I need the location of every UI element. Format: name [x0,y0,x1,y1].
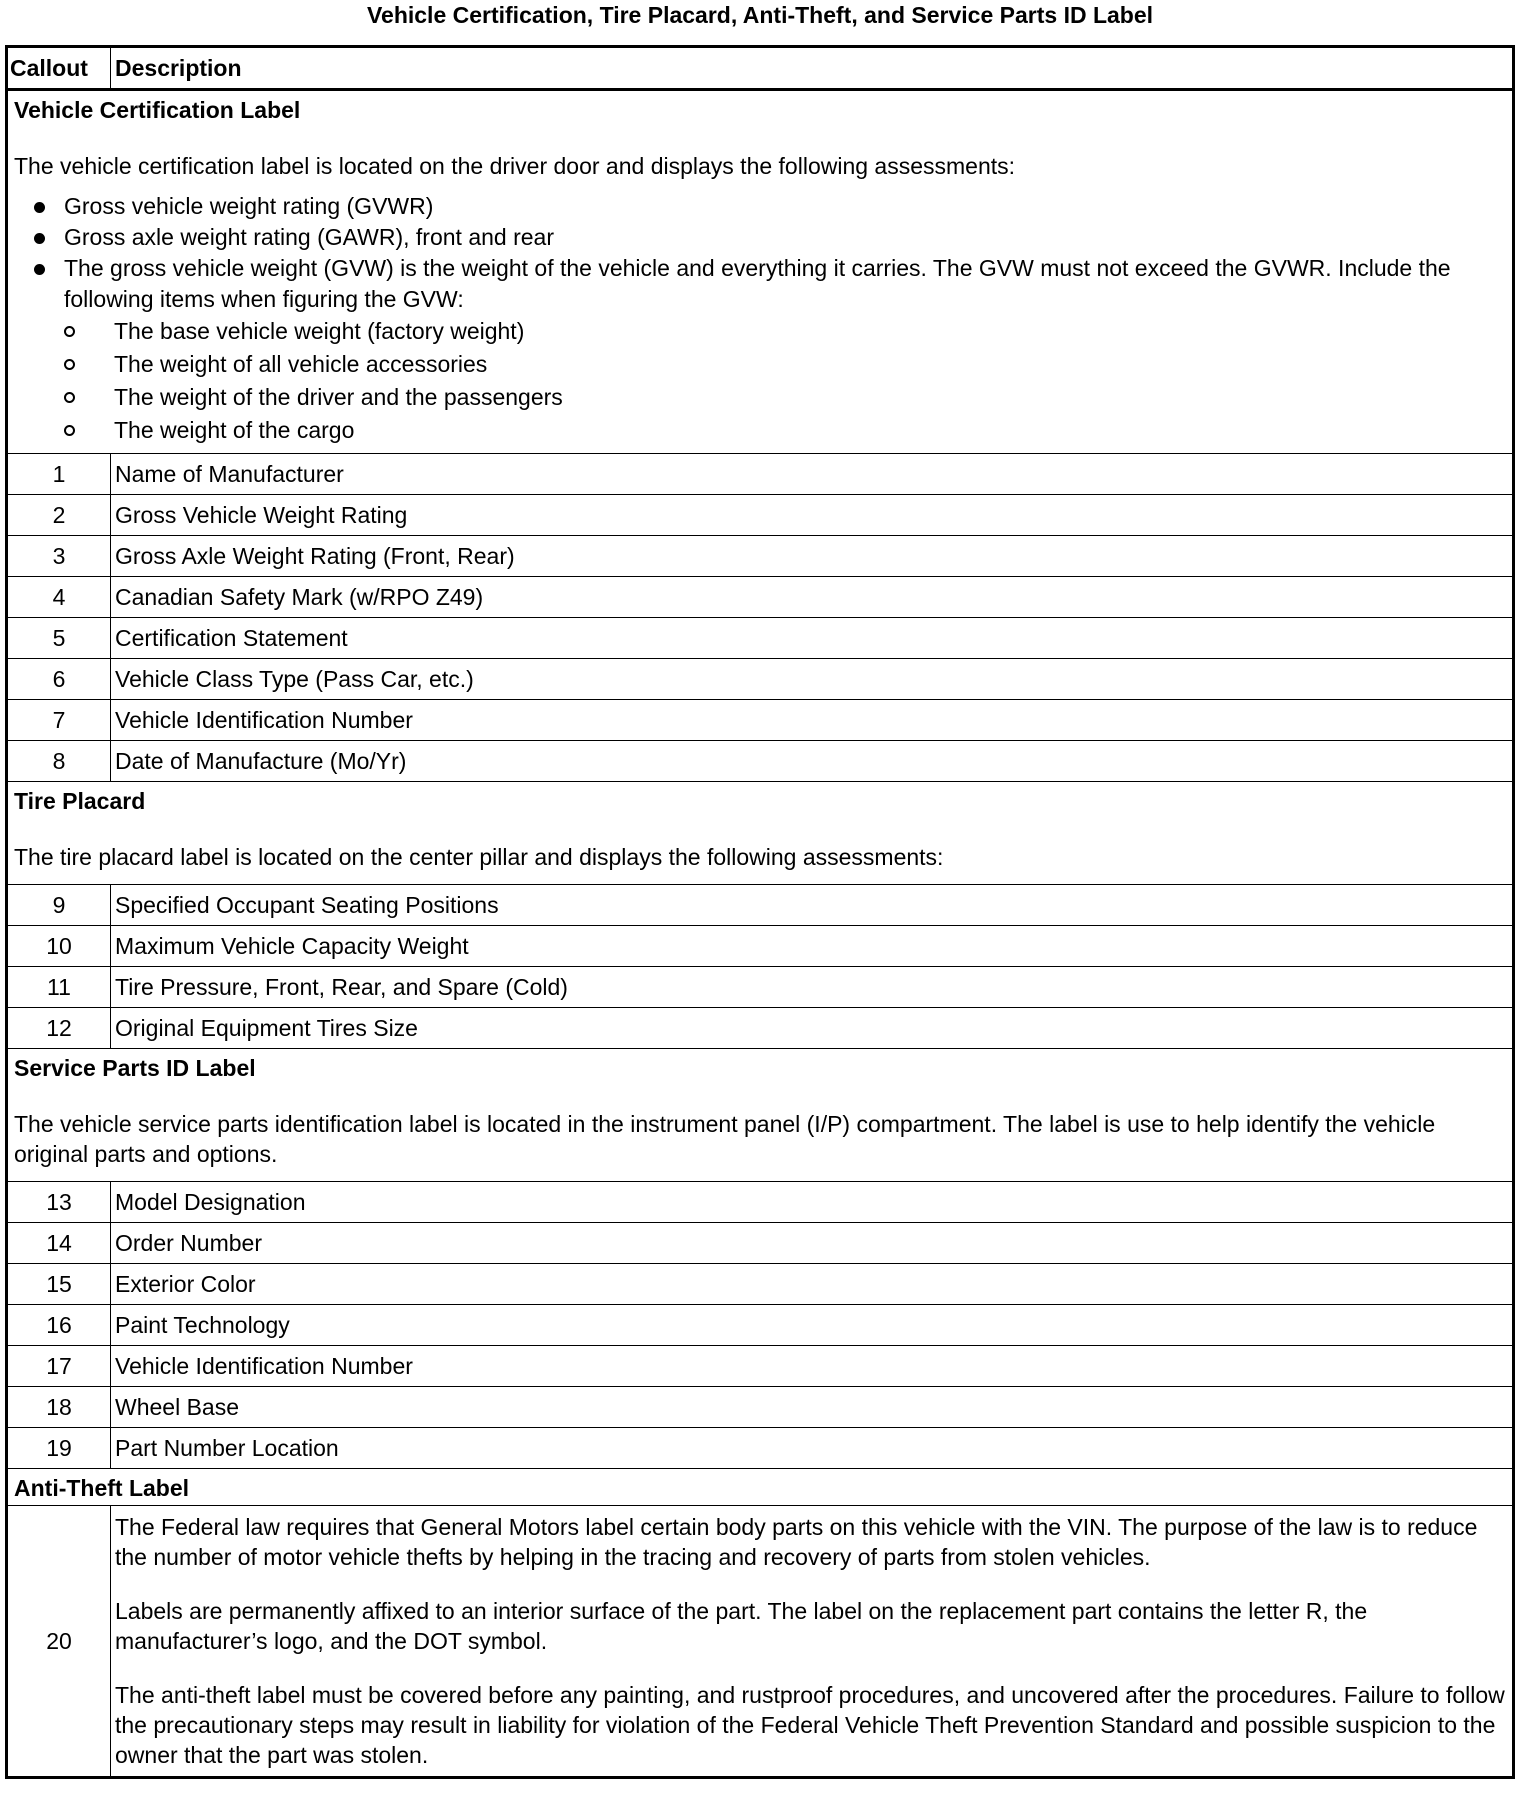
callout-description: Exterior Color [111,1264,1514,1305]
table-row [7,659,1514,700]
callout-description: Date of Manufacture (Mo/Yr) [111,741,1514,782]
callout-description: Gross Axle Weight Rating (Front, Rear) [111,536,1514,577]
callout-number: 13 [7,1182,111,1223]
callout-description: Canadian Safety Mark (w/RPO Z49) [111,577,1514,618]
table-row [7,885,1514,926]
table-row [7,1008,1514,1049]
callout-table [5,45,1515,1779]
table-row [7,1182,1514,1223]
callout-description: Order Number [111,1223,1514,1264]
paragraph: The Federal law requires that General Motors label certain body parts on this vehicle with the VIN. The purpose of the law is to reduce the number of motor vehicle thefts by helping in the tracing and recovery of parts from stolen vehicles. [115,1514,1478,1570]
document-title: Vehicle Certification, Tire Placard, Anti-Theft, and Service Parts ID Label [366,2,1154,28]
callout-description [111,1506,1514,1778]
callout-number: 5 [7,618,111,659]
callout-number: 9 [7,885,111,926]
callout-number: 12 [7,1008,111,1049]
callout-description: Original Equipment Tires Size [111,1008,1514,1049]
table-row [7,454,1514,495]
bullet-item [14,253,1506,447]
bullet-item: Gross vehicle weight rating (GVWR) [14,191,1506,222]
table-row [7,577,1514,618]
section-vehicle-certification [7,90,1514,454]
callout-number: 10 [7,926,111,967]
sub-bullet-item: The weight of all vehicle accessories [64,348,1506,381]
table-row [7,967,1514,1008]
bullet-text: The gross vehicle weight (GVW) is the weight of the vehicle and everything it carries. The GVW must not exceed the GVWR. Include the following items when figuring the GVW: [64,255,1451,312]
table-row [7,618,1514,659]
section-intro: The tire placard label is located on the center pillar and displays the following assessments: [14,844,944,870]
callout-number: 3 [7,536,111,577]
callout-description: Certification Statement [111,618,1514,659]
callout-description: Vehicle Class Type (Pass Car, etc.) [111,659,1514,700]
callout-description: Part Number Location [111,1428,1514,1469]
table-header-row [7,47,1514,90]
section-intro: The vehicle service parts identification label is located in the instrument panel (I/P) compartment. The label is use to help identify the vehicle original parts and options. [14,1111,1436,1167]
callout-number: 17 [7,1346,111,1387]
callout-number: 14 [7,1223,111,1264]
table-row [7,1428,1514,1469]
section-heading: Vehicle Certification Label [14,97,301,123]
callout-description: Specified Occupant Seating Positions [111,885,1514,926]
callout-description: Vehicle Identification Number [111,700,1514,741]
bullet-list [14,191,1506,447]
sub-bullet-item: The weight of the driver and the passengers [64,381,1506,414]
table-row [7,1346,1514,1387]
callout-description: Maximum Vehicle Capacity Weight [111,926,1514,967]
table-row [7,700,1514,741]
sub-bullet-item: The weight of the cargo [64,414,1506,447]
callout-number: 7 [7,700,111,741]
table-row [7,741,1514,782]
callout-description: Model Designation [111,1182,1514,1223]
callout-description: Tire Pressure, Front, Rear, and Spare (Cold) [111,967,1514,1008]
table-row [7,1506,1514,1778]
callout-number: 18 [7,1387,111,1428]
description-header: Description [111,47,1514,90]
callout-number: 15 [7,1264,111,1305]
section-heading: Anti-Theft Label [14,1475,190,1501]
table-row [7,926,1514,967]
section-tire-placard [7,782,1514,885]
callout-description: Vehicle Identification Number [111,1346,1514,1387]
section-heading: Service Parts ID Label [14,1055,256,1081]
section-anti-theft [7,1469,1514,1506]
callout-number: 19 [7,1428,111,1469]
section-service-parts [7,1049,1514,1182]
callout-description: Gross Vehicle Weight Rating [111,495,1514,536]
table-row [7,1264,1514,1305]
table-row [7,495,1514,536]
section-heading: Tire Placard [14,788,146,814]
callout-number: 6 [7,659,111,700]
table-row [7,1305,1514,1346]
callout-number: 4 [7,577,111,618]
bullet-item: Gross axle weight rating (GAWR), front and rear [14,222,1506,253]
table-row [7,1223,1514,1264]
callout-number: 16 [7,1305,111,1346]
callout-number: 8 [7,741,111,782]
sub-bullet-item: The base vehicle weight (factory weight) [64,315,1506,348]
sub-bullet-list [64,315,1506,447]
callout-header: Callout [7,47,111,90]
table-row [7,536,1514,577]
callout-description: Name of Manufacturer [111,454,1514,495]
callout-number: 11 [7,967,111,1008]
section-intro: The vehicle certification label is located on the driver door and displays the following assessments: [14,153,1016,179]
paragraph: Labels are permanently affixed to an interior surface of the part. The label on the replacement part contains the letter R, the manufacturer’s logo, and the DOT symbol. [115,1598,1368,1654]
callout-number: 2 [7,495,111,536]
paragraph: The anti-theft label must be covered before any painting, and rustproof procedures, and uncovered after the procedures. Failure to follow the precautionary steps may result in liability for violation of the Federal Vehicle Theft Prevention Standard and possible suspicion to the owner that the part was stolen. [115,1682,1505,1768]
callout-description: Wheel Base [111,1387,1514,1428]
callout-number: 1 [7,454,111,495]
callout-number: 20 [7,1506,111,1778]
callout-description: Paint Technology [111,1305,1514,1346]
table-row [7,1387,1514,1428]
